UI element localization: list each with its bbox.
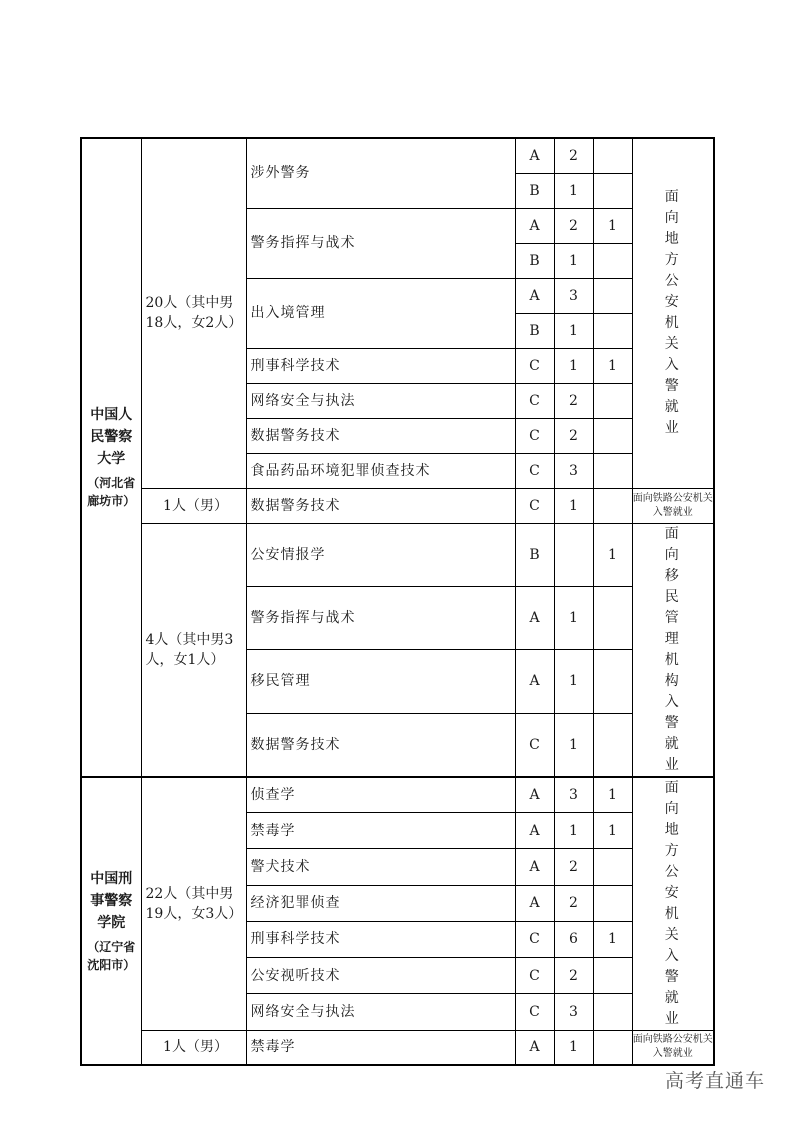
- category-cell: A: [515, 1030, 554, 1065]
- major-cell: 数据警务技术: [246, 488, 515, 523]
- note-text: 面向地方公安机关入警就业: [664, 779, 681, 1027]
- count-cell: 1: [554, 173, 593, 208]
- count-cell: 1: [554, 713, 593, 776]
- note-text: 面向铁路公安机关入警就业: [632, 492, 713, 518]
- extra-count-cell: 1: [593, 777, 632, 813]
- school-name: 中国人民警察大学: [90, 407, 133, 468]
- extra-count-cell: [593, 586, 632, 649]
- extra-count-cell: 1: [593, 921, 632, 957]
- major-cell: 公安视听技术: [246, 958, 515, 994]
- major-cell: 刑事科学技术: [246, 921, 515, 957]
- count-cell: 3: [554, 777, 593, 813]
- count-cell: 3: [554, 278, 593, 313]
- table-row: [81, 488, 714, 523]
- major-cell: 刑事科学技术: [246, 348, 515, 383]
- school-location: （河北省廊坊市）: [87, 476, 136, 509]
- count-cell: [554, 523, 593, 586]
- watermark-text: 高考直通车: [664, 1070, 765, 1092]
- category-cell: C: [515, 348, 554, 383]
- extra-count-cell: [593, 453, 632, 488]
- plan-cell: 1人（男）: [141, 488, 246, 523]
- major-cell: 网络安全与执法: [246, 383, 515, 418]
- count-cell: 1: [554, 586, 593, 649]
- table-row: [81, 1030, 714, 1065]
- note-cell: [632, 1030, 714, 1065]
- count-cell: 1: [554, 488, 593, 523]
- major-cell: 警务指挥与战术: [246, 586, 515, 649]
- count-cell: 2: [554, 383, 593, 418]
- extra-count-cell: [593, 994, 632, 1030]
- category-cell: B: [515, 243, 554, 278]
- count-cell: 1: [554, 1030, 593, 1065]
- extra-count-cell: 1: [593, 813, 632, 849]
- count-cell: 2: [554, 849, 593, 885]
- count-cell: 2: [554, 418, 593, 453]
- category-cell: A: [515, 586, 554, 649]
- category-cell: B: [515, 173, 554, 208]
- count-cell: 2: [554, 208, 593, 243]
- count-cell: 6: [554, 921, 593, 957]
- category-cell: C: [515, 453, 554, 488]
- extra-count-cell: [593, 243, 632, 278]
- extra-count-cell: [593, 650, 632, 713]
- category-cell: A: [515, 813, 554, 849]
- major-cell: 经济犯罪侦查: [246, 885, 515, 921]
- note-cell: [632, 777, 714, 1031]
- school-cell: [81, 138, 141, 777]
- note-text: 面向铁路公安机关入警就业: [632, 1034, 713, 1060]
- plan-cell: 1人（男）: [141, 1030, 246, 1065]
- category-cell: C: [515, 488, 554, 523]
- major-cell: 食品药品环境犯罪侦查技术: [246, 453, 515, 488]
- note-text: 面向地方公安机关入警就业: [664, 189, 681, 437]
- count-cell: 3: [554, 453, 593, 488]
- table-row: [81, 523, 714, 586]
- extra-count-cell: [593, 488, 632, 523]
- enrollment-table: [80, 137, 715, 1066]
- extra-count-cell: [593, 278, 632, 313]
- extra-count-cell: [593, 713, 632, 776]
- extra-count-cell: 1: [593, 348, 632, 383]
- school-name: 中国刑事警察学院: [90, 870, 133, 931]
- major-cell: 涉外警务: [246, 138, 515, 208]
- category-cell: C: [515, 713, 554, 776]
- category-cell: B: [515, 523, 554, 586]
- major-cell: 禁毒学: [246, 1030, 515, 1065]
- extra-count-cell: [593, 958, 632, 994]
- category-cell: C: [515, 418, 554, 453]
- category-cell: A: [515, 777, 554, 813]
- extra-count-cell: 1: [593, 523, 632, 586]
- count-cell: 1: [554, 813, 593, 849]
- count-cell: 1: [554, 650, 593, 713]
- count-cell: 1: [554, 348, 593, 383]
- category-cell: C: [515, 958, 554, 994]
- category-cell: B: [515, 313, 554, 348]
- plan-cell: 20人（其中男18人，女2人）: [141, 138, 246, 488]
- extra-count-cell: [593, 383, 632, 418]
- major-cell: 公安情报学: [246, 523, 515, 586]
- major-cell: 侦查学: [246, 777, 515, 813]
- count-cell: 2: [554, 138, 593, 173]
- table-row: [81, 138, 714, 173]
- category-cell: A: [515, 885, 554, 921]
- category-cell: A: [515, 138, 554, 173]
- major-cell: 数据警务技术: [246, 713, 515, 776]
- note-cell: [632, 138, 714, 488]
- extra-count-cell: [593, 1030, 632, 1065]
- count-cell: 1: [554, 313, 593, 348]
- enrollment-table-body: [81, 138, 714, 1065]
- major-cell: 出入境管理: [246, 278, 515, 348]
- note-cell: [632, 488, 714, 523]
- count-cell: 3: [554, 994, 593, 1030]
- extra-count-cell: [593, 418, 632, 453]
- table-row: [81, 777, 714, 813]
- category-cell: A: [515, 208, 554, 243]
- count-cell: 1: [554, 243, 593, 278]
- major-cell: 禁毒学: [246, 813, 515, 849]
- category-cell: C: [515, 921, 554, 957]
- note-cell: [632, 523, 714, 777]
- plan-cell: 4人（其中男3人，女1人）: [141, 523, 246, 777]
- plan-cell: 22人（其中男19人，女3人）: [141, 777, 246, 1031]
- count-cell: 2: [554, 885, 593, 921]
- extra-count-cell: [593, 173, 632, 208]
- school-cell: [81, 777, 141, 1066]
- major-cell: 警务指挥与战术: [246, 208, 515, 278]
- major-cell: 网络安全与执法: [246, 994, 515, 1030]
- category-cell: C: [515, 994, 554, 1030]
- count-cell: 2: [554, 958, 593, 994]
- extra-count-cell: [593, 885, 632, 921]
- extra-count-cell: [593, 849, 632, 885]
- note-text: 面向移民管理机构入警就业: [664, 525, 681, 773]
- category-cell: C: [515, 383, 554, 418]
- category-cell: A: [515, 650, 554, 713]
- major-cell: 移民管理: [246, 650, 515, 713]
- major-cell: 警犬技术: [246, 849, 515, 885]
- school-location: （辽宁省沈阳市）: [87, 939, 136, 972]
- extra-count-cell: [593, 313, 632, 348]
- major-cell: 数据警务技术: [246, 418, 515, 453]
- extra-count-cell: [593, 138, 632, 173]
- category-cell: A: [515, 278, 554, 313]
- extra-count-cell: 1: [593, 208, 632, 243]
- category-cell: A: [515, 849, 554, 885]
